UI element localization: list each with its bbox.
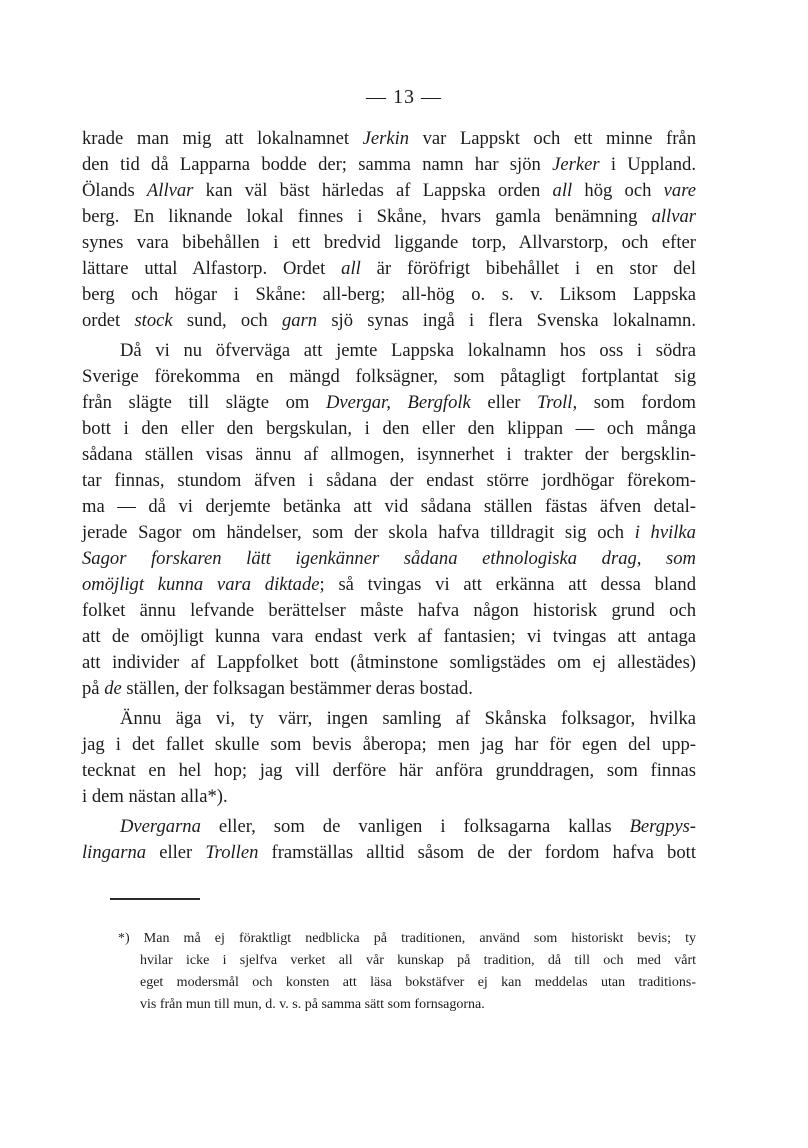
text-line: jag i det fallet skulle som bevis åberopa; men jag har för egen del upp- (82, 734, 696, 755)
text-line: bott i den eller den bergskulan, i den eller den klippan — och många (82, 418, 696, 439)
text-line: den tid då Lapparna bodde der; samma namn har sjön Jerker i Uppland. (82, 154, 696, 175)
page-number: — 13 — (366, 86, 442, 108)
text-line: omöjligt kunna vara diktade; så tvingas vi att erkänna att dessa bland (82, 574, 696, 595)
text-line: Ölands Allvar kan väl bäst härledas af Lappska orden all hög och vare (82, 180, 696, 201)
text-line: sådana ställen visas ännu af allmogen, isynnerhet i trakter der bergsklin- (82, 444, 696, 465)
text-line: tar finnas, stundom äfven i sådana der endast större jordhögar förekom- (82, 470, 696, 491)
text-line: från slägte till slägte om Dvergar, Bergfolk eller Troll, som fordom (82, 392, 697, 413)
text-line: synes vara bibehållen i ett bredvid liggande torp, Allvarstorp, och efter (82, 232, 696, 253)
text-line: Då vi nu öfverväga att jemte Lappska lokalnamn hos oss i södra (120, 340, 696, 361)
text-line: tecknat en hel hop; jag vill derföre här anföra grunddragen, som finnas (82, 760, 696, 781)
text-line: att de omöjligt kunna vara endast verk af fantasien; vi tvingas att antaga (82, 626, 696, 647)
text-line: Sagor forskaren lätt igenkänner sådana ethnologiska drag, som (82, 548, 696, 569)
footnote-line: *) Man må ej föraktligt nedblicka på traditionen, använd som historiskt bevis; ty (118, 931, 696, 946)
footnote-line: eget modersmål och konsten att läsa bokstäfver ej kan meddelas utan traditions- (140, 975, 696, 990)
footnote-line: hvilar icke i sjelfva verket all vår kunskap på tradition, då till och med vårt (140, 953, 696, 968)
text-line: berg och högar i Skåne: all-berg; all-hög o. s. v. Liksom Lappska (82, 284, 696, 305)
text-line: folket ännu lefvande berättelser måste hafva någon historisk grund och (82, 600, 696, 621)
footnote-line: vis från mun till mun, d. v. s. på samma sätt som fornsagorna. (140, 997, 485, 1012)
footnote-divider (110, 898, 200, 900)
text-line: lingarna eller Trollen framställas alltid såsom de der fordom hafva bott (82, 842, 696, 863)
text-line: Ännu äga vi, ty värr, ingen samling af Skånska folksagor, hvilka (120, 708, 696, 729)
text-line: berg. En liknande lokal finnes i Skåne, hvars gamla benämning allvar (82, 206, 696, 227)
text-line: på de ställen, der folksagan bestämmer deras bostad. (82, 678, 473, 699)
text-line: att individer af Lappfolket bott (åtminstone somligstädes om ej allestädes) (82, 652, 696, 673)
text-line: ordet stock sund, och garn sjö synas ingå i flera Svenska lokalnamn. (82, 310, 697, 331)
text-line: jerade Sagor om händelser, som der skola hafva tilldragit sig och i hvilka (82, 522, 696, 543)
text-line: krade man mig att lokalnamnet Jerkin var Lappskt och ett minne från (82, 128, 696, 149)
text-line: Sverige förekomma en mängd folksägner, som påtagligt fortplantat sig (82, 366, 696, 387)
text-line: Dvergarna eller, som de vanligen i folksagarna kallas Bergpys- (120, 816, 696, 837)
text-line: ma — då vi derjemte betänka att vid sådana ställen fästas äfven detal- (82, 496, 696, 517)
text-line: i dem nästan alla*). (82, 786, 228, 807)
text-line: lättare uttal Alfastorp. Ordet all är föröfrigt bibehållet i en stor del (82, 258, 696, 279)
